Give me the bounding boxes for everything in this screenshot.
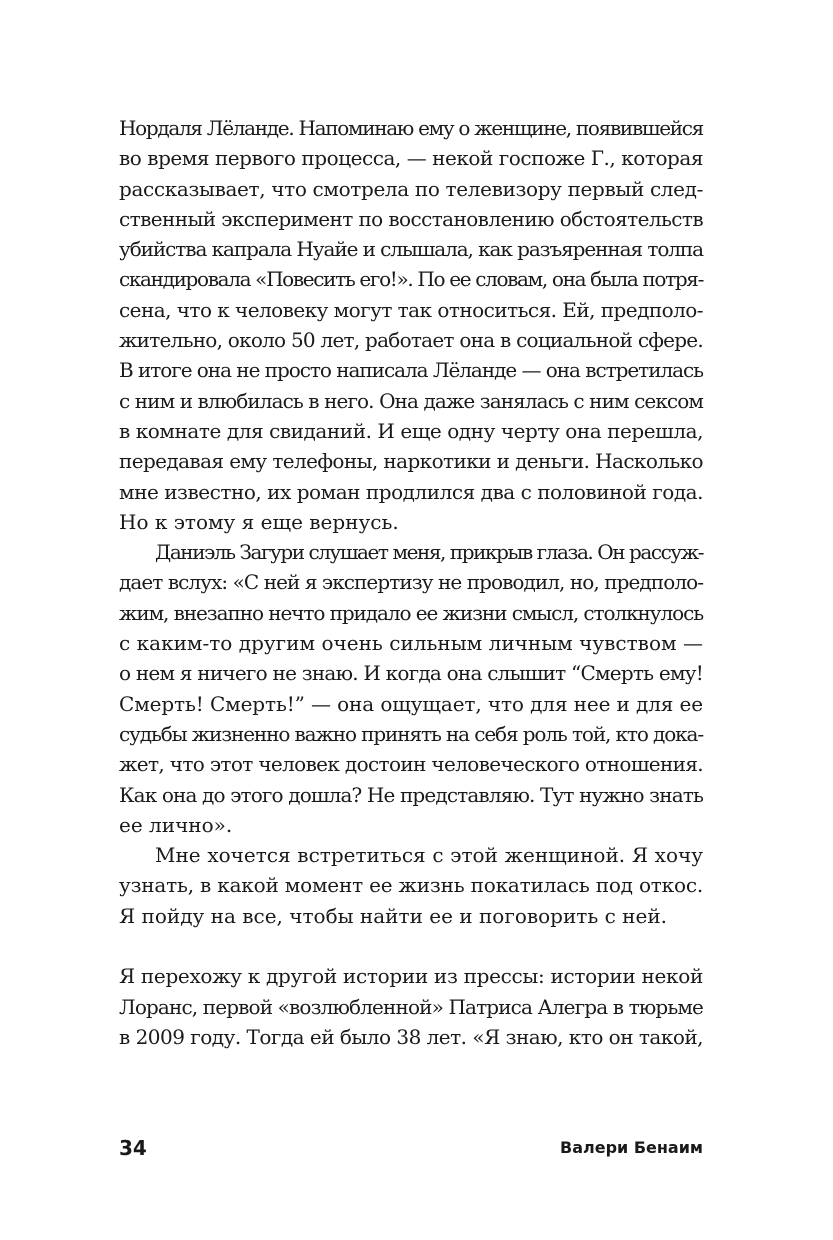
text-line: в 2009 году. Тогда ей было 38 лет. «Я знаю, кто он такой, bbox=[119, 1024, 704, 1049]
text-line: жет, что этот человек достоин человеческого отношения. bbox=[119, 752, 703, 777]
text-line: Как она до этого дошла? Не представляю. Тут нужно знать bbox=[119, 782, 704, 807]
text-line: передавая ему телефоны, наркотики и деньги. Насколько bbox=[119, 449, 703, 474]
text-line: судьбы жизненно важно принять на себя роль той, кто дока- bbox=[119, 721, 703, 746]
text-line: Нордаля Лёланде. Напоминаю ему о женщине, появившейся bbox=[119, 116, 704, 140]
text-line: Я пойду на все, чтобы найти ее и поговорить с ней. bbox=[119, 903, 668, 928]
text-line: о нем я ничего не знаю. И когда она слышит “Смерть ему! bbox=[119, 661, 703, 686]
page-number: 34 bbox=[119, 1136, 147, 1160]
section-break bbox=[119, 931, 703, 961]
text-line: рассказывает, что смотрела по телевизору первый след- bbox=[119, 176, 703, 201]
text-line: с каким-то другим очень сильным личным чувством — bbox=[119, 631, 703, 656]
text-line: убийства капрала Нуайе и слышала, как разъяренная толпа bbox=[119, 237, 704, 262]
body-text bbox=[119, 113, 703, 1052]
text-line: узнать, в какой момент ее жизнь покатилась под откос. bbox=[119, 873, 703, 898]
text-line: во время первого процесса, — некой госпоже Г., которая bbox=[119, 146, 703, 171]
text-line: ее лично». bbox=[119, 812, 233, 837]
text-line: Но к этому я еще вернусь. bbox=[119, 509, 399, 534]
text-line: в комнате для свиданий. И еще одну черту она перешла, bbox=[119, 418, 704, 443]
running-footer-author: Валери Бенаим bbox=[560, 1138, 703, 1157]
text-line: Лоранс, первой «возлюбленной» Патриса Алегра в тюрьме bbox=[119, 994, 704, 1019]
text-line: сена, что к человеку могут так относиться. Ей, предполо- bbox=[119, 297, 704, 322]
text-line: жим, внезапно нечто придало ее жизни смысл, столкнулось bbox=[119, 600, 703, 625]
text-line: В итоге она не просто написала Лёланде — она встретилась bbox=[119, 358, 704, 383]
text-line: Мне хочется встретиться с этой женщиной. Я хочу bbox=[155, 843, 703, 868]
text-line: Я перехожу к другой истории из прессы: истории некой bbox=[119, 964, 703, 989]
text-line: Смерть! Смерть!” — она ощущает, что для нее и для ее bbox=[119, 691, 703, 716]
text-line: мне известно, их роман продлился два с половиной года. bbox=[119, 479, 704, 504]
text-line: с ним и влюбилась в него. Она даже занялась с ним сексом bbox=[119, 388, 703, 413]
text-line: Даниэль Загури слушает меня, прикрыв глаза. Он рассуж- bbox=[155, 540, 704, 565]
text-line: жительно, около 50 лет, работает она в социальной сфере. bbox=[119, 328, 703, 353]
text-line: ственный эксперимент по восстановлению обстоятельств bbox=[119, 206, 703, 231]
text-line: скандировала «Повесить его!». По ее словам, она была потря- bbox=[119, 267, 703, 292]
text-line: дает вслух: «С ней я экспертизу не проводил, но, предполо- bbox=[119, 570, 704, 595]
